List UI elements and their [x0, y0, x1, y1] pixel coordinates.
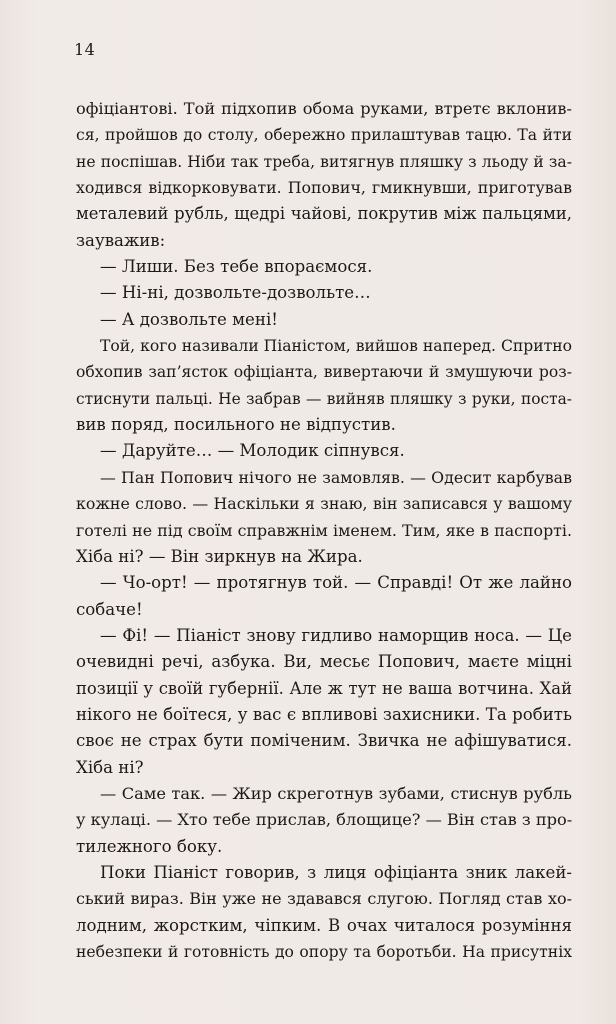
text-line: кожне слово. — Наскільки я знаю, він записався у вашому	[76, 494, 572, 514]
body-text	[76, 96, 572, 965]
text-line: ся, пройшов до столу, обережно прилаштував тацю. Та йти	[76, 126, 572, 145]
text-line: своє не страх бути поміченим. Звичка не афішуватися.	[76, 731, 572, 751]
text-line: не поспішав. Ніби так треба, витягнув пляшку з льоду й за-	[76, 152, 572, 171]
text-line: лодним, жорстким, чіпким. В очах читалося розуміння	[76, 915, 572, 935]
page-number: 14	[74, 40, 96, 59]
text-line: офіціантові. Той підхопив обома руками, втретє вклонив-	[76, 99, 572, 118]
text-line: ський вираз. Він уже не здавався слугою. Погляд став хо-	[76, 889, 572, 909]
text-line: позиції у своїй губернії. Але ж тут не ваша вотчина. Хай	[76, 678, 572, 698]
text-line: тилежного боку.	[76, 836, 223, 856]
text-line: нікого не боїтеся, у вас є впливові захисники. Та робить	[76, 704, 572, 724]
text-line: Поки Піаніст говорив, з лиця офіціанта зник лакей-	[100, 862, 572, 882]
text-line: — Пан Попович нічого не замовляв. — Одесит карбував	[100, 467, 572, 487]
text-line: — А дозвольте мені!	[100, 309, 278, 329]
text-line: ходився відкорковувати. Попович, гмикнувши, приготував	[76, 178, 572, 198]
text-line: — Фі! — Піаніст знову гидливо наморщив носа. — Це	[100, 625, 572, 645]
text-line: — Даруйте… — Молодик сіпнувся.	[100, 441, 405, 461]
text-line: Хіба ні? — Він зиркнув на Жира.	[76, 546, 363, 566]
text-line: небезпеки й готовність до опору та боротьби. На присутніх	[76, 943, 572, 961]
text-line: — Чо-орт! — протягнув той. — Справді! От же лайно	[100, 573, 572, 593]
text-line: у кулаці. — Хто тебе прислав, блощице? — Він став з про-	[76, 810, 573, 830]
text-line: — Ні-ні, дозвольте-дозвольте…	[100, 283, 371, 303]
text-line: вив поряд, посильного не відпустив.	[76, 415, 396, 435]
text-line: стиснути пальці. Не забрав — вийняв пляшку з руки, поста-	[76, 389, 572, 408]
text-line: готелі не під своїм справжнім іменем. Тим, яке в паспорті.	[76, 520, 572, 540]
text-line: металевий рубль, щедрі чайові, покрутив між пальцями,	[76, 204, 572, 224]
text-line: Той, кого називали Піаністом, вийшов наперед. Спритно	[100, 337, 573, 356]
text-line: — Саме так. — Жир скреготнув зубами, стиснув рубль	[100, 783, 572, 803]
text-line: обхопив зап’ясток офіціанта, вивертаючи й змушуючи роз-	[76, 363, 572, 382]
text-line: Хіба ні?	[76, 757, 144, 777]
text-line: зауважив:	[76, 230, 166, 250]
text-line: очевидні речі, азбука. Ви, месьє Попович, маєте міцні	[76, 652, 572, 672]
text-line: собаче!	[76, 599, 143, 619]
text-line: — Лиши. Без тебе впораємося.	[100, 257, 373, 277]
